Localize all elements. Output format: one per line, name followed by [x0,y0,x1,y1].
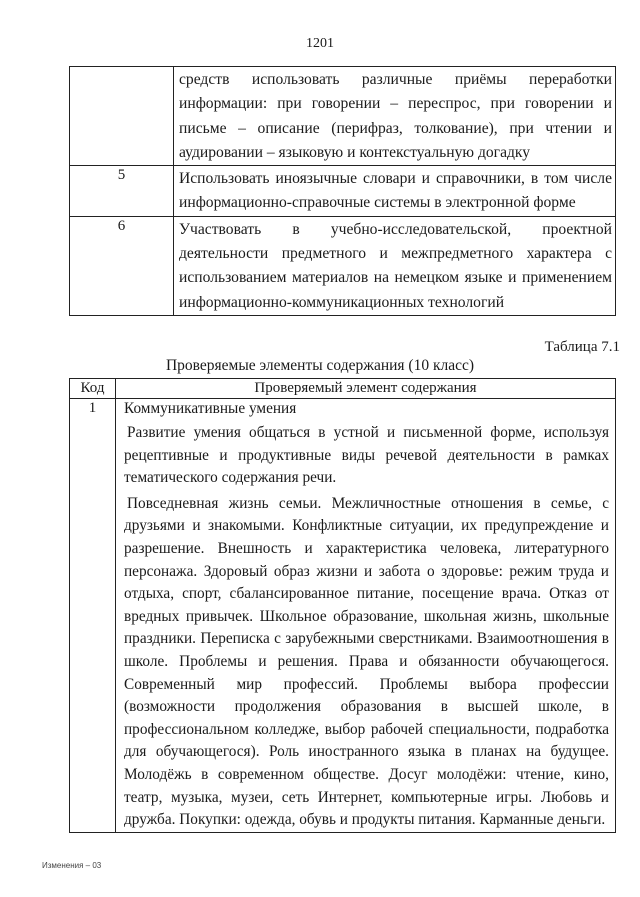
content-elements-table [69,378,616,833]
table-row [70,67,616,166]
code-column-header: Код [70,379,116,399]
row-text: средств использовать различные приёмы переработки информации: при говорении – переспрос, при говорении и письме – описание (перифраз, толкование), при чтении и аудировании – языковую и контекстуальную догадку [174,67,616,166]
row-text: Использовать иноязычные словари и справочники, в том числе информационно-справочные системы в электронной форме [174,166,616,217]
row-number [70,67,174,166]
section-title: Коммуникативные умения [124,400,297,417]
row-number: 6 [70,216,174,315]
table-caption: Таблица 7.1 [544,339,620,355]
element-column-header: Проверяемый элемент содержания [116,379,616,399]
table-row [70,399,616,833]
continuation-table [69,66,616,316]
table-title: Проверяемые элементы содержания (10 класс) [165,357,475,374]
table-row [70,166,616,217]
footer-note: Изменения – 03 [42,861,102,870]
table-row [70,216,616,315]
table-header-row [70,379,616,399]
row-text: Участвовать в учебно-исследовательской, проектной деятельности предметного и межпредметного характера с использованием материалов на немецком языке и применением информационно-коммуникационных технологий [174,216,616,315]
row-code: 1 [70,399,116,833]
page-number: 1201 [306,36,334,51]
row-content [116,399,616,833]
content-paragraph: Повседневная жизнь семьи. Межличностные отношения в семье, с друзьями и знакомыми. Конфликтные ситуации, их предупреждение и разрешение. Внешность и характеристика человека, литературного персонажа. Здоровый образ жизни и забота о здоровье: режим труда и отдыха, спорт, сбалансированное питание, посещение врача. Отказ от вредных привычек. Школьное образование, школьная жизнь, школьные праздники. Переписка с зарубежными сверстниками. Взаимоотношения в школе. Проблемы и решения. Права и обязанности обучающегося. Современный мир профессий. Проблемы выбора профессии (возможности продолжения образования в высшей школе, в профессиональном колледже, выбор рабочей специальности, подработка для обучающегося). Роль иностранного языка в планах на будущее. Молодёжь в современном обществе. Досуг молодёжи: чтение, кино, театр, музыка, музеи, сеть Интернет, компьютерные игры. Любовь и дружба. Покупки: одежда, обувь и продукты питания. Карманные деньги. [124,494,609,829]
content-paragraph: Развитие умения общаться в устной и письменной форме, используя рецептивные и продуктивные виды речевой деятельности в рамках тематического содержания речи. [124,424,609,487]
row-number: 5 [70,166,174,217]
